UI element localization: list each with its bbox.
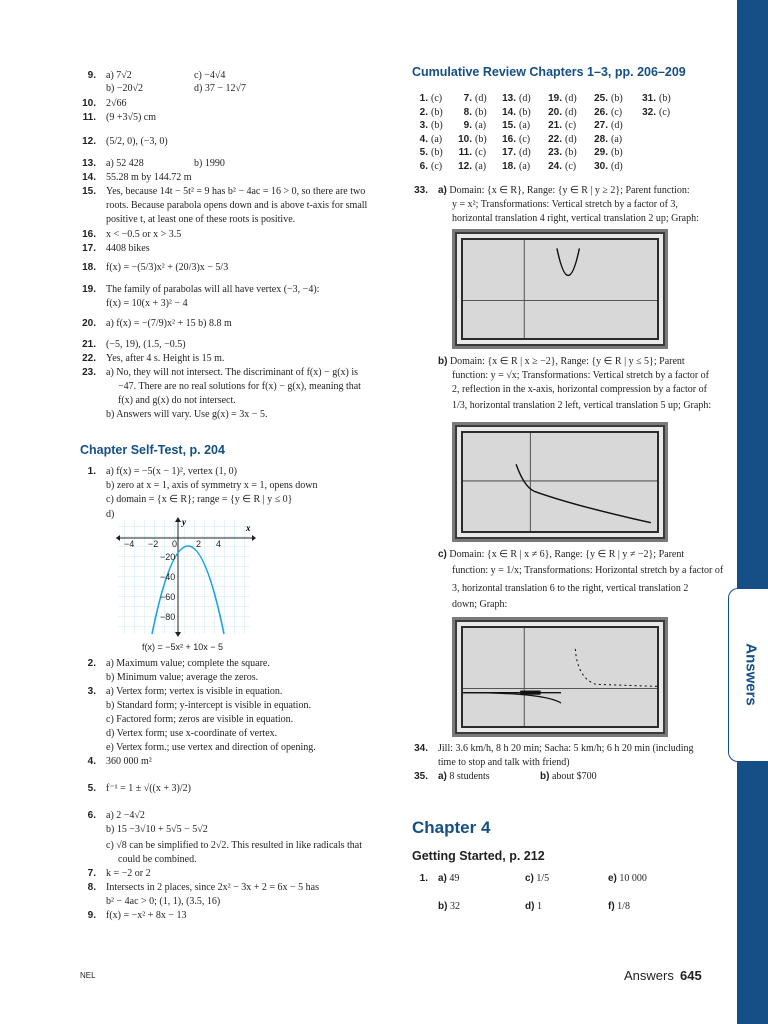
answer-text: f⁻¹ = 1 ± √((x + 3)/2) [106, 783, 191, 794]
graph-curve [557, 248, 579, 275]
calculator-screen-a [452, 229, 668, 349]
x-axis-name: x [246, 523, 251, 533]
q-number: 4. [87, 756, 96, 767]
q-number: 1. [419, 873, 428, 884]
answer-text: y = x²; Transformations: Vertical stretch by a factor of 3, [452, 199, 678, 210]
answer-line: Domain: {x ∈ R | x ≠ 6}, Range: {y ∈ R | y ≠ −2}; Parent [449, 549, 685, 560]
answer-text: b) Domain: {x ∈ R | x ≥ −2}, Range: {y ∈ R | y ≤ 5}; Parent [438, 356, 685, 367]
answer-choice: (d) [565, 106, 577, 118]
q-number: 6. [87, 810, 96, 821]
answer-choice: (a) [519, 160, 531, 172]
answer-text: horizontal translation 4 right, vertical translation 2 up; Graph: [452, 213, 699, 224]
answer-text: c) 1/5 [525, 873, 550, 884]
answer-choice: (b) [611, 147, 623, 158]
answer-text: b) Answers will vary. Use g(x) = 3x − 5. [106, 409, 268, 420]
q-number: 9. [87, 910, 96, 921]
q-number: 23. [82, 367, 96, 378]
answer-text: c) −4√4 [194, 70, 226, 81]
q-number: 3. [419, 120, 428, 131]
q-number: 12. [458, 160, 472, 172]
answer-text: b) Standard form; y-intercept is visible in equation. [106, 700, 311, 711]
q-number: 1. [87, 466, 96, 477]
answer-choice: (b) [611, 93, 623, 104]
answer-text: a) f(x) = −5(x − 1)², vertex (1, 0) [106, 466, 237, 477]
y-tick-label: −60 [160, 592, 176, 602]
answer-line: 32 [449, 901, 460, 912]
answer-text: time to stop and talk with friend) [438, 757, 570, 768]
answer-text: a) No, they will not intersect. The discriminant of f(x) − g(x) is [106, 367, 359, 378]
answer-line: 1 [536, 901, 542, 912]
graph-caption: f(x) = −5x² + 10x − 5 [142, 642, 224, 652]
answer-text: k = −2 or 2 [106, 868, 151, 879]
q-number: 25. [594, 93, 608, 104]
q-number: 30. [594, 160, 608, 172]
answer-choice: (b) [431, 106, 443, 118]
answer-text: a) Maximum value; complete the square. [106, 658, 270, 669]
q-number: 1. [419, 93, 428, 104]
q-number: 34. [414, 743, 428, 754]
answer-text: a) 49 [438, 873, 460, 884]
q-number: 31. [642, 93, 656, 104]
answer-line: Domain: {x ∈ R}, Range: {y ∈ R | y ≥ 2}; Parent function: [449, 185, 690, 196]
chapter-title: Chapter 4 [412, 818, 491, 837]
answer-text: d) 37 − 12√7 [194, 83, 246, 94]
answer-text: d) [106, 509, 115, 520]
q-number: 22. [548, 133, 562, 145]
footer-section: Answers [624, 968, 674, 983]
answer-text: a) 2 −4√2 [106, 810, 145, 821]
self-test-heading: Chapter Self-Test, p. 204 [80, 443, 225, 457]
answer-choice: (c) [565, 160, 577, 172]
answer-text: c) √8 can be simplified to 2√2. This resulted in like radicals that [106, 840, 363, 851]
answer-text: f(x) = 10(x + 3)² − 4 [106, 298, 188, 309]
answer-text: c) Domain: {x ∈ R | x ≠ 6}, Range: {y ∈ R | y ≠ −2}; Parent [438, 549, 685, 560]
x-tick-label: 2 [196, 539, 202, 549]
answer-text: 4408 bikes [106, 243, 150, 254]
answer-choice: (a) [611, 133, 623, 145]
answer-text: b) 1990 [194, 158, 225, 169]
answer-text: could be combined. [118, 854, 197, 865]
answer-text: c) Factored form; zeros are visible in equation. [106, 714, 294, 725]
answer-choice: (a) [519, 120, 531, 131]
answer-text: d) Vertex form; use x-coordinate of vertex. [106, 728, 278, 739]
answer-choice: (c) [519, 133, 531, 145]
q-number: 27. [594, 120, 608, 131]
graph-curve [516, 464, 651, 522]
getting-started-heading: Getting Started, p. 212 [412, 849, 545, 863]
answer-text: b) about $700 [540, 771, 597, 782]
answer-choice: (c) [659, 106, 671, 118]
q-number: 20. [82, 318, 96, 329]
q-number: 26. [594, 106, 608, 118]
x-tick-label: −2 [148, 539, 159, 549]
answer-choice: (b) [431, 120, 443, 131]
q-number: 9. [463, 120, 472, 131]
answer-text: x < −0.5 or x > 3.5 [106, 229, 182, 240]
q-number: 14. [82, 172, 96, 183]
answer-text: roots. Because parabola opens down and is above t-axis for small [106, 200, 368, 211]
answer-choice: (c) [565, 120, 577, 131]
y-axis-name: y [182, 517, 186, 527]
answer-text: a) f(x) = −(7/9)x² + 15 b) 8.8 m [106, 318, 232, 329]
answer-text: a) Domain: {x ∈ R}, Range: {y ∈ R | y ≥ 2}; Parent function: [438, 185, 690, 196]
answer-text: b) Minimum value; average the zeros. [106, 672, 259, 683]
answer-choice: (a) [475, 120, 487, 131]
answer-text: a) 8 students [438, 771, 490, 782]
q-number: 5. [419, 147, 428, 158]
q-number: 19. [82, 284, 96, 295]
q-number: 2. [419, 106, 428, 118]
y-tick-label: −80 [160, 612, 176, 622]
answer-choice: (c) [611, 106, 623, 118]
side-band [737, 0, 768, 1024]
answer-text: d) 1 [525, 901, 542, 912]
answer-line: Domain: {x ∈ R | x ≥ −2}, Range: {y ∈ R | y ≤ 5}; Parent [449, 356, 685, 367]
answer-text: b) zero at x = 1, axis of symmetry x = 1, opens down [106, 480, 318, 491]
answer-choice: (d) [611, 160, 623, 172]
q-number: 12. [82, 136, 96, 147]
answer-text: b) −20√2 [106, 83, 143, 94]
answer-text: a) 7√2 [106, 70, 132, 81]
answer-text: down; Graph: [452, 599, 508, 610]
q-number: 33. [414, 185, 428, 196]
answer-choice: (d) [519, 93, 531, 104]
answer-choice: (b) [565, 147, 577, 158]
q-number: 2. [87, 658, 96, 669]
answer-text: b) 32 [438, 901, 460, 912]
answer-text: c) domain = {x ∈ R}; range = {y ∈ R | y ≤ 0} [106, 494, 293, 505]
q-number: 11. [458, 147, 472, 158]
answer-text: b) 15 −3√10 + 5√5 − 5√2 [106, 824, 208, 835]
q-number: 3. [87, 686, 96, 697]
answer-text: f) 1/8 [608, 901, 630, 912]
q-number: 29. [594, 147, 608, 158]
q-number: 16. [502, 133, 516, 145]
q-number: 15. [82, 186, 96, 197]
q-number: 15. [502, 120, 516, 131]
answer-text: 3, horizontal translation 6 to the right, vertical translation 2 [452, 583, 689, 594]
answer-text: Jill: 3.6 km/h, 8 h 20 min; Sacha: 5 km/h; 6 h 20 min (including [438, 743, 694, 754]
q-number: 8. [87, 882, 96, 893]
answer-text: Intersects in 2 places, since 2x² − 3x + 2 = 6x − 5 has [106, 882, 320, 893]
q-number: 11. [82, 112, 96, 123]
answer-choice: (d) [611, 120, 623, 131]
x-tick-label: −4 [124, 539, 135, 549]
answer-choice: (d) [565, 133, 577, 145]
q-number: 18. [502, 160, 516, 172]
answer-text: a) Vertex form; vertex is visible in equation. [106, 686, 283, 697]
q-number: 7. [87, 868, 96, 879]
q-number: 8. [463, 106, 472, 118]
q-number: 14. [502, 106, 516, 118]
answer-choice: (c) [475, 147, 487, 158]
answer-text: f(x) and g(x) do not intersect. [118, 395, 236, 406]
answer-line: 8 students [449, 771, 490, 782]
q-number: 6. [419, 160, 428, 172]
answer-choice: (b) [475, 106, 487, 118]
answer-line: 1/5 [536, 873, 550, 884]
q-number: 9. [87, 70, 96, 81]
calculator-screen-c [452, 617, 668, 737]
q-number: 21. [548, 120, 562, 131]
x-tick-label: 4 [216, 539, 222, 549]
q-number: 16. [82, 229, 96, 240]
q-number: 5. [87, 783, 96, 794]
q-number: 35. [414, 771, 428, 782]
q-number: 23. [548, 147, 562, 158]
q-number: 24. [548, 160, 562, 172]
q-number: 21. [82, 339, 96, 350]
answer-text: (−5, 19), (1.5, −0.5) [106, 339, 186, 350]
answer-text: e) Vertex form.; use vertex and direction of opening. [106, 742, 316, 753]
answers-tab-label: Answers [742, 643, 760, 706]
answer-text: (9 +3√5) cm [106, 112, 157, 123]
answer-choice: (d) [519, 147, 531, 158]
answer-choice: (b) [431, 147, 443, 158]
answer-line: 10 000 [619, 873, 647, 884]
answer-text: Yes, because 14t − 5t² = 9 has b² − 4ac = 16 > 0, so there are two [106, 186, 366, 197]
answer-text: 2√66 [106, 98, 127, 109]
y-tick-label: −40 [160, 572, 176, 582]
q-number: 4. [419, 133, 428, 145]
answer-text: (5/2, 0), (−3, 0) [106, 136, 168, 147]
x-tick-label: 0 [172, 539, 178, 549]
footer-publisher: NEL [80, 971, 96, 980]
answer-text: Yes, after 4 s. Height is 15 m. [106, 353, 225, 364]
answer-text: 1/3, horizontal translation 2 left, vertical translation 5 up; Graph: [452, 400, 712, 411]
q-number: 17. [82, 243, 96, 254]
answer-text: positive t, at least one of these roots is positive. [106, 214, 296, 225]
q-number: 28. [594, 133, 608, 145]
answer-text: The family of parabolas will all have vertex (−3, −4): [106, 284, 320, 295]
answer-choice: (d) [565, 93, 577, 104]
answer-text: 55.28 m by 144.72 m [106, 172, 192, 183]
q-number: 10. [458, 133, 472, 145]
q-number: 32. [642, 106, 656, 118]
answer-line: about $700 [551, 771, 597, 782]
answer-choice: (d) [475, 93, 487, 104]
answer-choice: (b) [519, 106, 531, 118]
q-number: 13. [502, 93, 516, 104]
answer-text: 2, reflection in the x-axis, horizontal compression by a factor of [452, 384, 707, 395]
answer-choice: (b) [659, 93, 671, 104]
answer-text: b² − 4ac > 0; (1, 1), (3.5, 16) [106, 896, 221, 907]
answer-choice: (b) [475, 133, 487, 145]
answer-text: function: y = √x; Transformations: Vertical stretch by a factor of [452, 370, 710, 381]
answer-text: function: y = 1/x; Transformations: Horizontal stretch by a factor of [452, 565, 724, 576]
q-number: 13. [82, 158, 96, 169]
answer-text: a) 52 428 [106, 158, 144, 169]
cumulative-review-heading: Cumulative Review Chapters 1–3, pp. 206–209 [412, 65, 686, 79]
answer-choice: (c) [431, 160, 443, 172]
graph-curve [463, 693, 561, 703]
answer-line: 49 [449, 873, 460, 884]
answer-text: 360 000 m² [106, 756, 152, 767]
answer-choice: (c) [431, 93, 443, 104]
parabola-graph [114, 516, 256, 640]
q-number: 18. [82, 262, 96, 273]
y-tick-label: −20 [160, 552, 176, 562]
page-number: 645 [680, 968, 702, 983]
answer-line: 1/8 [617, 901, 630, 912]
q-number: 19. [548, 93, 562, 104]
q-number: 10. [82, 98, 96, 109]
answer-text: f(x) = −x² + 8x − 13 [106, 910, 187, 921]
q-number: 20. [548, 106, 562, 118]
answer-text: f(x) = −(5/3)x² + (20/3)x − 5/3 [106, 262, 229, 273]
answer-choice: (a) [431, 133, 443, 145]
answer-choice: (a) [475, 160, 487, 172]
q-number: 22. [82, 353, 96, 364]
answer-text: e) 10 000 [608, 873, 647, 884]
answer-text: −47. There are no real solutions for f(x) − g(x), meaning that [118, 381, 361, 392]
q-number: 7. [463, 93, 472, 104]
calculator-screen-b [452, 422, 668, 542]
q-number: 17. [502, 147, 516, 158]
